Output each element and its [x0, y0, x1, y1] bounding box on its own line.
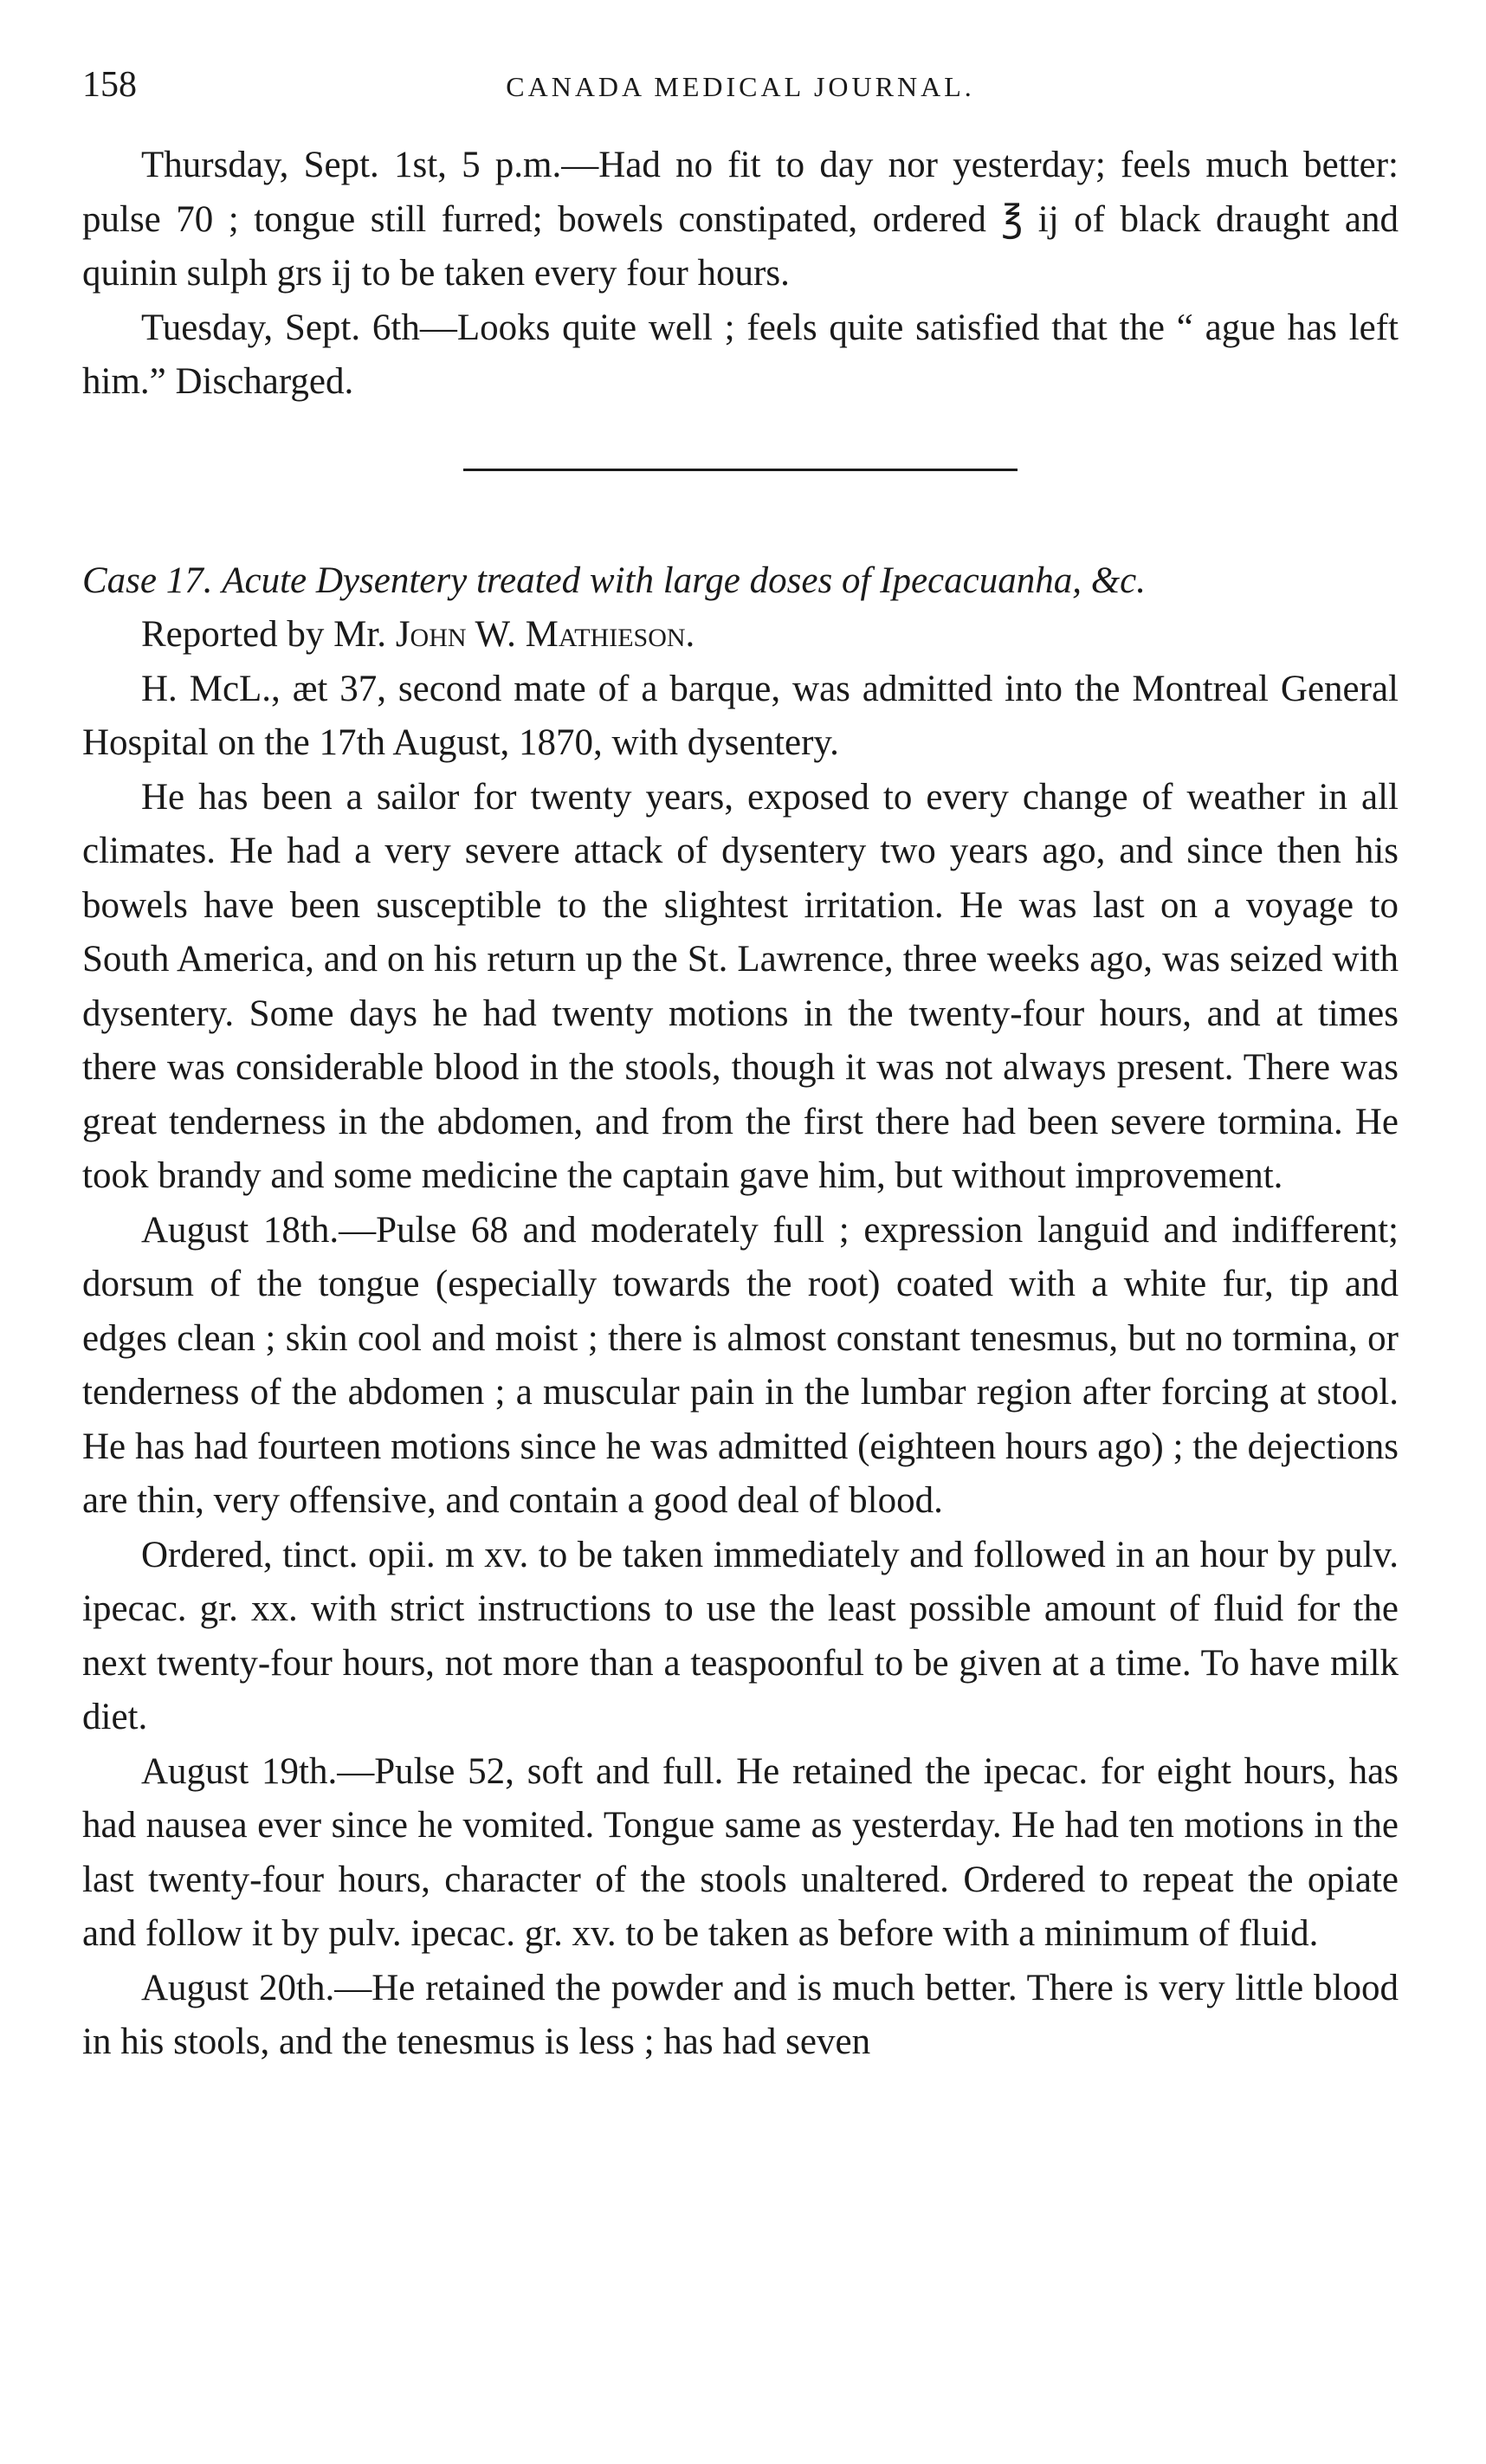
page-number: 158	[82, 65, 137, 105]
page-header	[82, 61, 1399, 113]
case-heading	[82, 554, 1399, 663]
paragraph-august-18: August 18th.—Pulse 68 and moderately full ; expression languid and indifferent; dorsum of the tongue (especially towards the root) coated with a white fur, tip and edges clean ; skin cool and moist ; there is almost constant tenesmus, but no tormina, or tenderness of the abdomen ; a muscular pain in the lumbar region after forcing at stool. He has had fourteen motions since he was admitted (eighteen hours ago) ; the dejections are thin, very offensive, and contain a good deal of blood.	[82, 1209, 1399, 1521]
journal-page	[82, 61, 1399, 2070]
section-divider	[463, 469, 1018, 471]
case-number: Case 17.	[82, 559, 213, 601]
running-head: CANADA MEDICAL JOURNAL.	[506, 71, 975, 102]
paragraph-august-20: August 20th.—He retained the powder and is much better. There is very little blood in his stools, and the tenesmus is less ; has had seven	[82, 1967, 1399, 2062]
paragraph-thursday: Thursday, Sept. 1st, 5 p.m.—Had no fit to day nor yesterday; feels much better: pulse 70 ; tongue still furred; bowels constipated, ordered ℥ ij of black draught and quinin sulph grs ij to be taken every four hours.	[82, 145, 1399, 294]
paragraph-history: He has been a sailor for twenty years, exposed to every change of weather in all climates. He had a very severe attack of dysentery two years ago, and since then his bowels have been susceptible to the slightest irritation. He was last on a voyage to South America, and on his return up the St. Lawrence, three weeks ago, was seized with dysentery. Some days he had twenty motions in the twenty-four hours, and at times there was considerable blood in the stools, though it was not always present. There was great tenderness in the abdomen, and from the first there had been severe tormina. He took brandy and some medicine the captain gave him, but without improvement.	[82, 776, 1399, 1196]
reporter-name: John W. Mathieson.	[395, 614, 695, 655]
paragraph-august-19: August 19th.—Pulse 52, soft and full. He retained the ipecac. for eight hours, has had nausea ever since he vomited. Tongue same as yesterday. He had ten motions in the last twenty-four hours, character of the stools unaltered. Ordered to repeat the opiate and follow it by pulv. ipecac. gr. xv. to be taken as before with a minimum of fluid.	[82, 1750, 1399, 1954]
reported-prefix: Reported by Mr.	[141, 614, 387, 655]
paragraph-patient-admission: H. McL., æt 37, second mate of a barque, was admitted into the Montreal General Hospital on the 17th August, 1870, with dysentery.	[82, 668, 1399, 763]
paragraph-ordered: Ordered, tinct. opii. m xv. to be taken immediately and followed in an hour by pulv. ipecac. gr. xx. with strict instructions to use the least possible amount of fluid for the next twenty-four hours, not more than a teaspoonful to be given at a time. To have milk diet.	[82, 1534, 1399, 1737]
case-title: Acute Dysentery treated with large doses of Ipecacuanha, &c.	[222, 559, 1146, 601]
paragraph-tuesday: Tuesday, Sept. 6th—Looks quite well ; feels quite satisfied that the “ ague has left him.” Discharged.	[82, 307, 1399, 402]
